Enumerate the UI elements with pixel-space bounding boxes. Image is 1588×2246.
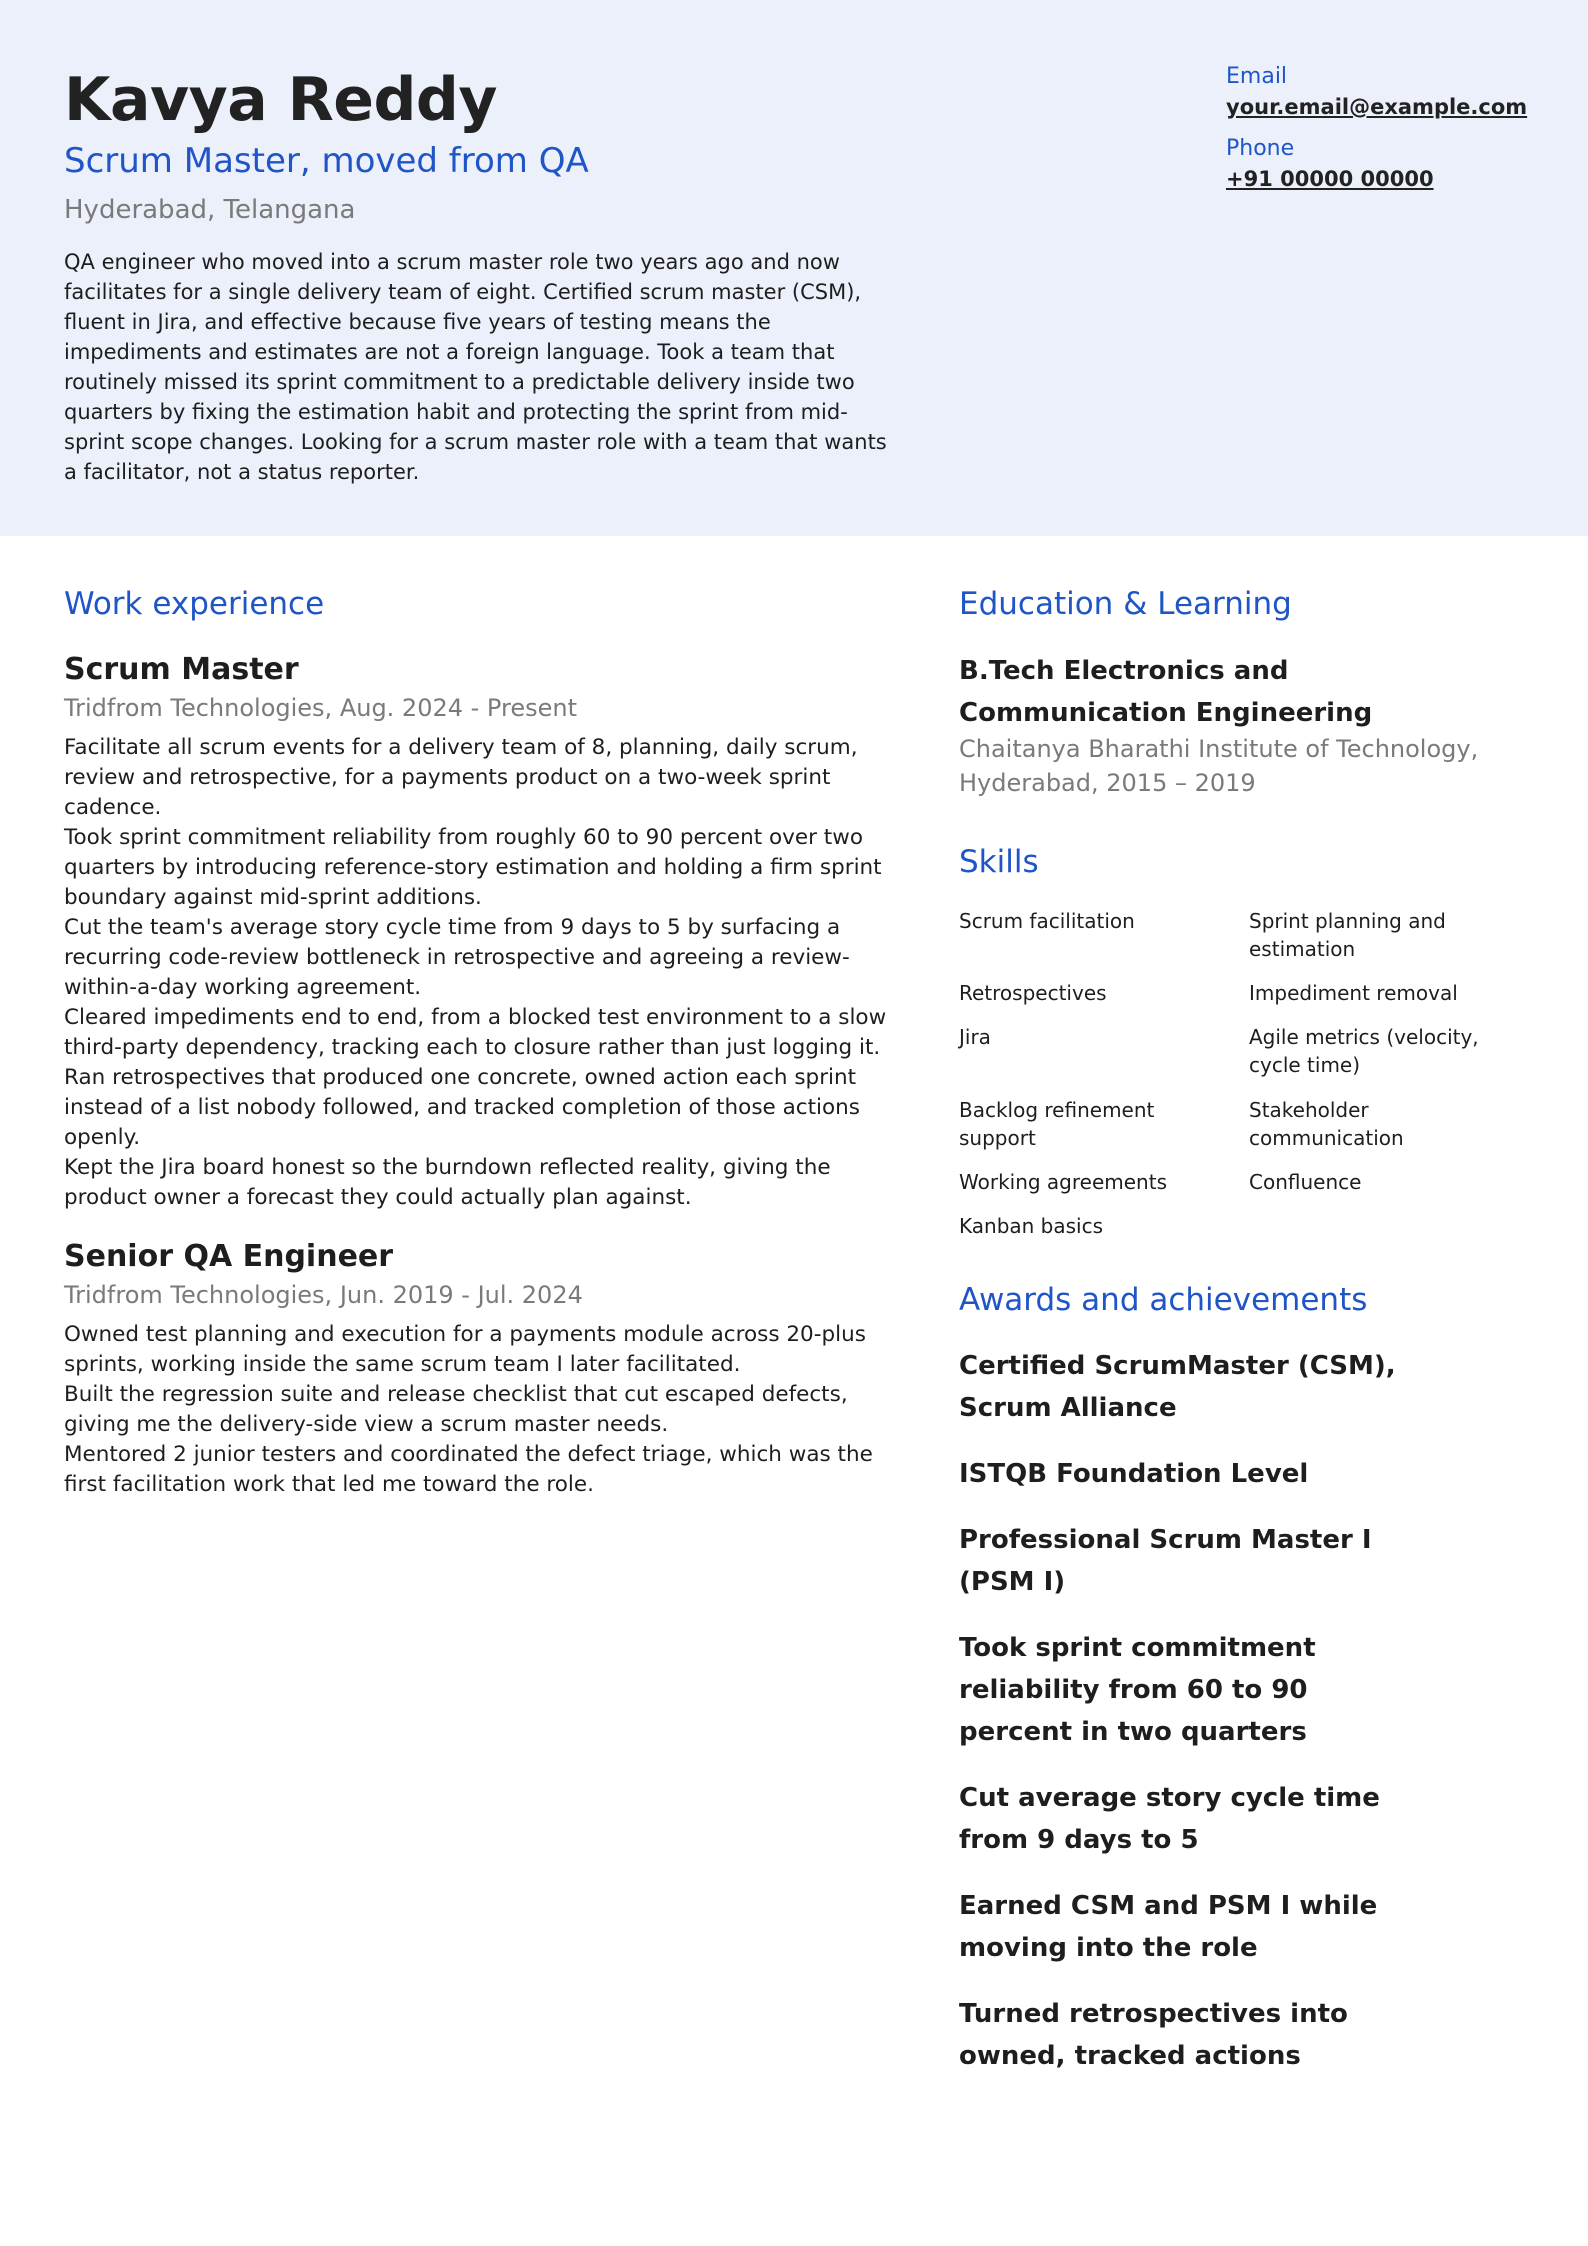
award-item: Professional Scrum Master I (PSM I) bbox=[959, 1525, 1372, 1597]
job-meta: Tridfrom Technologies, Aug. 2024 - Present bbox=[64, 694, 577, 722]
job-line: giving me the delivery-side view a scrum master needs. bbox=[64, 1412, 669, 1437]
phone-link[interactable]: +91 00000 00000 bbox=[1226, 167, 1434, 191]
job-line: review and retrospective, for a payments product on a two-week sprint bbox=[64, 765, 831, 790]
profile-summary bbox=[64, 247, 944, 487]
job-line: sprints, working inside the same scrum team I later facilitated. bbox=[64, 1352, 741, 1377]
job-line: openly. bbox=[64, 1125, 141, 1150]
skill-item: Working agreements bbox=[959, 1170, 1167, 1194]
email-link[interactable]: your.email@example.com bbox=[1226, 95, 1528, 119]
work-experience-heading: Work experience bbox=[64, 586, 325, 622]
job-description bbox=[64, 1320, 934, 1500]
skill-item: Impediment removal bbox=[1249, 981, 1458, 1005]
job-line: Cut the team's average story cycle time from 9 days to 5 by surfacing a bbox=[64, 915, 841, 940]
skill-item: Backlog refinement support bbox=[959, 1098, 1155, 1150]
job-line: instead of a list nobody followed, and tracked completion of those actions bbox=[64, 1095, 860, 1120]
job-line: cadence. bbox=[64, 795, 162, 820]
job-line: boundary against mid-sprint additions. bbox=[64, 885, 482, 910]
skill-item: Kanban basics bbox=[959, 1214, 1104, 1238]
job-line: Cleared impediments end to end, from a blocked test environment to a slow bbox=[64, 1005, 887, 1030]
job-line: third-party dependency, tracking each to closure rather than just logging it. bbox=[64, 1035, 881, 1060]
award-item: Took sprint commitment reliability from 60 to 90 percent in two quarters bbox=[959, 1633, 1316, 1747]
job-title: Senior QA Engineer bbox=[64, 1239, 394, 1274]
job-line: within-a-day working agreement. bbox=[64, 975, 422, 1000]
education-degree: B.Tech Electronics and Communication Engineering bbox=[959, 656, 1373, 728]
summary-line: a facilitator, not a status reporter. bbox=[64, 460, 420, 484]
summary-line: quarters by fixing the estimation habit and protecting the sprint from mid- bbox=[64, 400, 848, 424]
award-item: ISTQB Foundation Level bbox=[959, 1459, 1309, 1489]
candidate-title: Scrum Master, moved from QA bbox=[64, 141, 589, 181]
education-institution: Chaitanya Bharathi Institute of Technology, Hyderabad, 2015 – 2019 bbox=[959, 735, 1479, 797]
award-item: Turned retrospectives into owned, tracked actions bbox=[959, 1999, 1348, 2071]
job-line: Mentored 2 junior testers and coordinated the defect triage, which was the bbox=[64, 1442, 873, 1467]
summary-line: routinely missed its sprint commitment to a predictable delivery inside two bbox=[64, 370, 855, 394]
summary-line: fluent in Jira, and effective because five years of testing means the bbox=[64, 310, 771, 334]
summary-line: sprint scope changes. Looking for a scrum master role with a team that wants bbox=[64, 430, 887, 454]
job-line: Took sprint commitment reliability from roughly 60 to 90 percent over two bbox=[64, 825, 863, 850]
skills-heading: Skills bbox=[959, 844, 1039, 880]
job-line: quarters by introducing reference-story estimation and holding a firm sprint bbox=[64, 855, 882, 880]
summary-line: facilitates for a single delivery team of eight. Certified scrum master (CSM), bbox=[64, 280, 862, 304]
job-line: Facilitate all scrum events for a delivery team of 8, planning, daily scrum, bbox=[64, 735, 858, 760]
phone-label: Phone bbox=[1226, 136, 1295, 161]
skill-item: Retrospectives bbox=[959, 981, 1107, 1005]
email-label: Email bbox=[1226, 64, 1288, 89]
job-meta: Tridfrom Technologies, Jun. 2019 - Jul. 2024 bbox=[64, 1281, 583, 1309]
award-item: Earned CSM and PSM I while moving into the role bbox=[959, 1891, 1378, 1963]
job-line: first facilitation work that led me toward the role. bbox=[64, 1472, 594, 1497]
skill-item: Confluence bbox=[1249, 1170, 1362, 1194]
job-line: Built the regression suite and release checklist that cut escaped defects, bbox=[64, 1382, 848, 1407]
job-title: Scrum Master bbox=[64, 652, 299, 687]
job-description bbox=[64, 733, 934, 1213]
contact-block bbox=[1226, 62, 1527, 194]
candidate-name: Kavya Reddy bbox=[64, 65, 497, 135]
job-line: recurring code-review bottleneck in retrospective and agreeing a review- bbox=[64, 945, 850, 970]
awards-heading: Awards and achievements bbox=[959, 1282, 1368, 1318]
award-item: Cut average story cycle time from 9 days to 5 bbox=[959, 1783, 1380, 1855]
skill-item: Jira bbox=[959, 1025, 991, 1049]
job-line: Ran retrospectives that produced one concrete, owned action each sprint bbox=[64, 1065, 857, 1090]
skill-item: Sprint planning and estimation bbox=[1249, 909, 1446, 961]
job-line: product owner a forecast they could actually plan against. bbox=[64, 1185, 692, 1210]
education-heading: Education & Learning bbox=[959, 586, 1292, 622]
summary-line: impediments and estimates are not a foreign language. Took a team that bbox=[64, 340, 835, 364]
job-line: Owned test planning and execution for a payments module across 20-plus bbox=[64, 1322, 866, 1347]
award-item: Certified ScrumMaster (CSM), Scrum Alliance bbox=[959, 1351, 1396, 1423]
skill-item: Scrum facilitation bbox=[959, 909, 1135, 933]
skill-item: Agile metrics (velocity, cycle time) bbox=[1249, 1025, 1479, 1077]
job-line: Kept the Jira board honest so the burndown reflected reality, giving the bbox=[64, 1155, 831, 1180]
candidate-location: Hyderabad, Telangana bbox=[64, 195, 356, 225]
summary-line: QA engineer who moved into a scrum master role two years ago and now bbox=[64, 250, 840, 274]
resume-header bbox=[0, 0, 1588, 536]
skill-item: Stakeholder communication bbox=[1249, 1098, 1404, 1150]
